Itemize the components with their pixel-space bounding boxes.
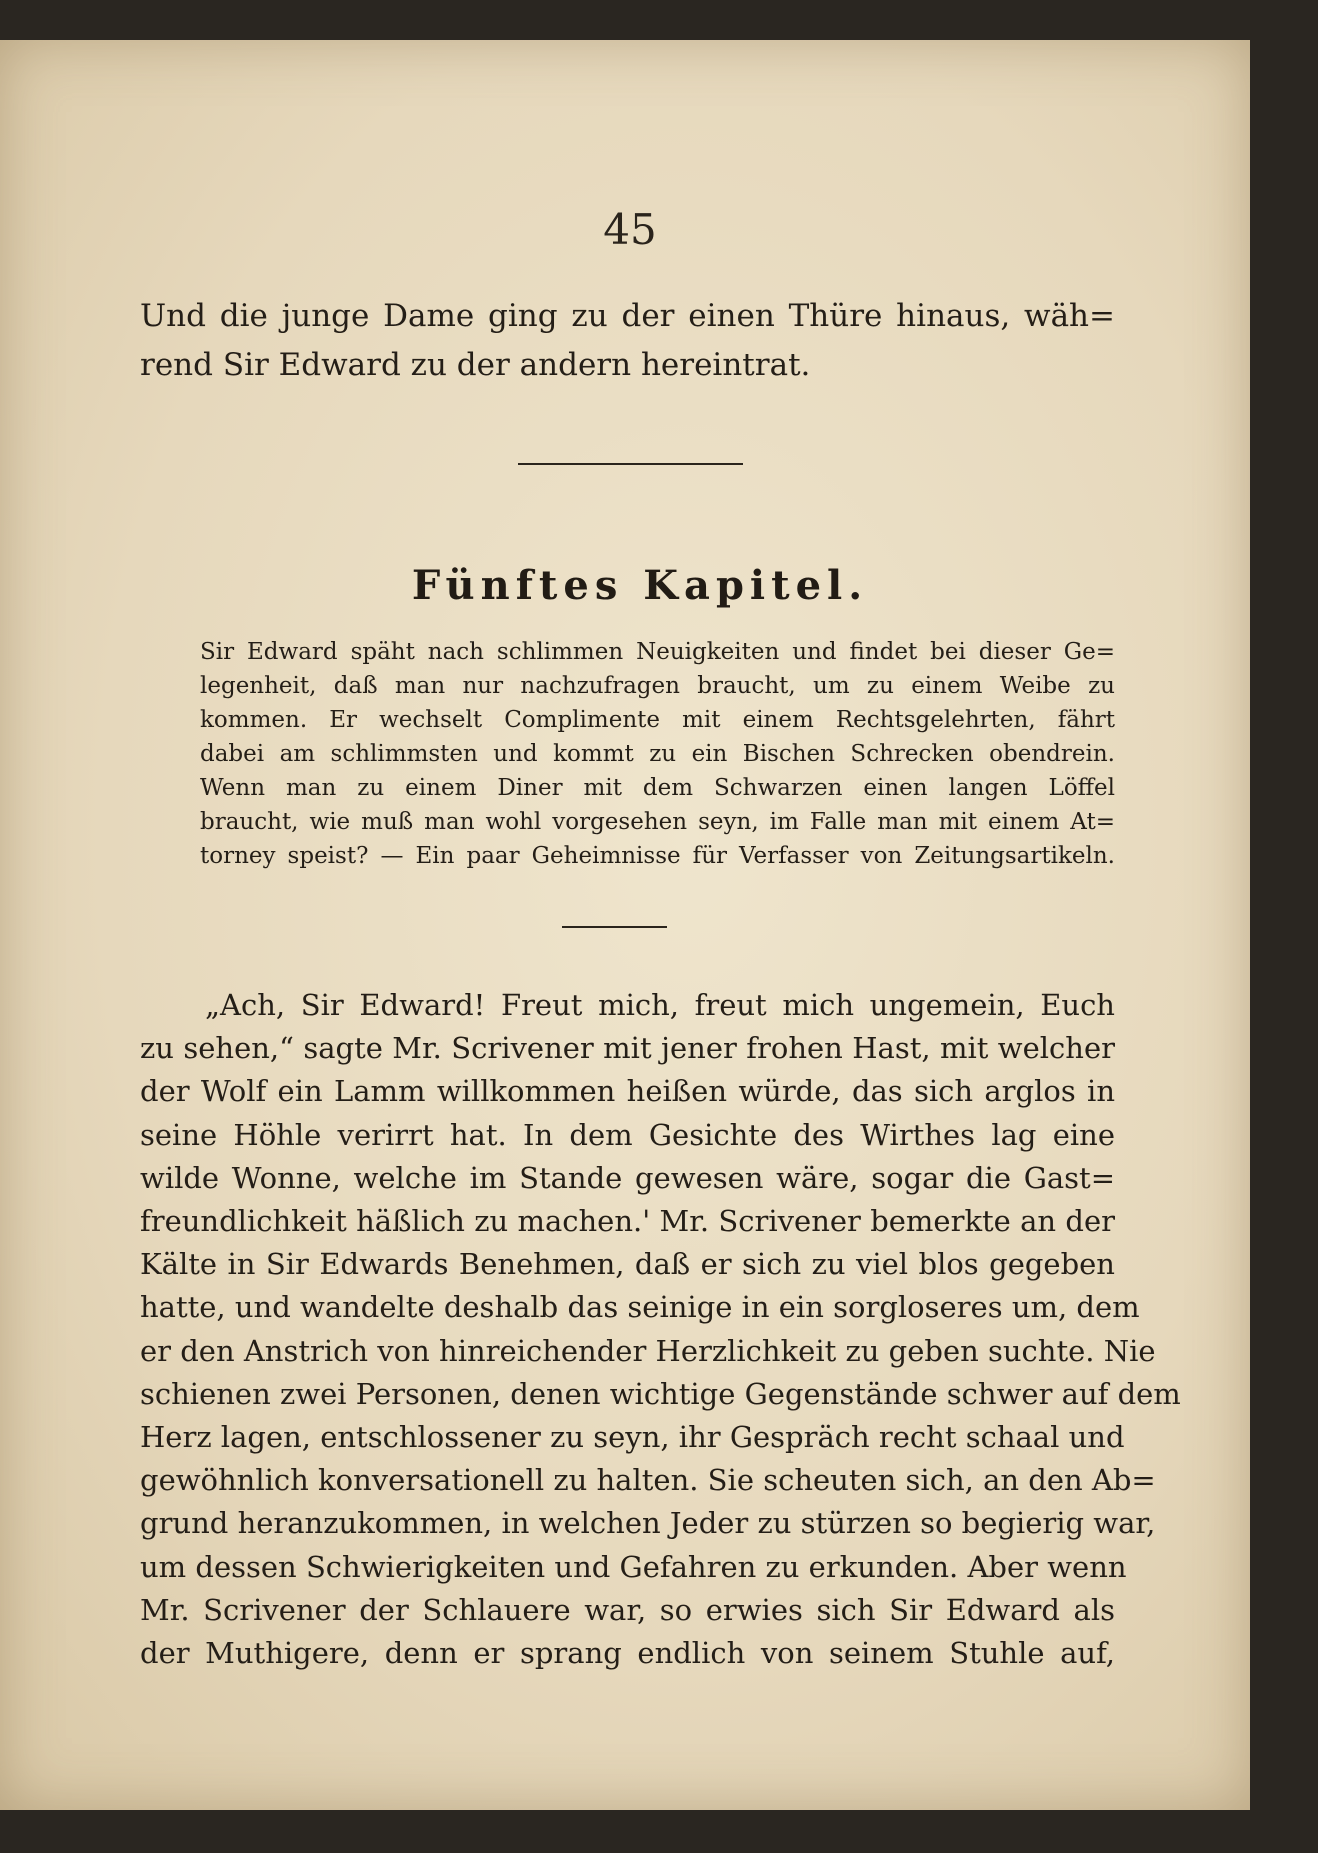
body-line: Mr. Scrivener der Schlauere war, so erwies sich Sir Edward als [140,1592,1115,1627]
summary-line: dabei am schlimmsten und kommt zu ein Bischen Schrecken obendrein. [200,741,1115,767]
summary-divider [562,926,667,928]
body-line: Kälte in Sir Edwards Benehmen, daß er sich zu viel blos gegeben [140,1247,1115,1282]
body-line: der Wolf ein Lamm willkommen heißen würde, das sich arglos in [140,1074,1115,1109]
body-line: wilde Wonne, welche im Stande gewesen wäre, sogar die Gast= [140,1160,1115,1195]
body-line: der Muthigere, denn er sprang endlich von seinem Stuhle auf, [140,1636,1115,1671]
body-line: hatte, und wandelte deshalb das seinige in ein sorgloseres um, dem [140,1290,1140,1325]
chapter-title: Fünftes Kapitel. [411,562,869,609]
summary-line: torney speist? — Ein paar Geheimnisse für Verfasser von Zeitungsartikeln. [200,843,1115,869]
body-line: zu sehen,“ sagte Mr. Scrivener mit jener frohen Hast, mit welcher [140,1031,1115,1066]
body-line: schienen zwei Personen, denen wichtige Gegenstände schwer auf dem [140,1376,1181,1411]
body-line: freundlichkeit häßlich zu machen.' Mr. Scrivener bemerkte an der [140,1204,1115,1239]
summary-line: Wenn man zu einem Diner mit dem Schwarzen einen langen Löffel [200,775,1115,801]
body-line: er den Anstrich von hinreichender Herzlichkeit zu geben suchte. Nie [140,1333,1156,1368]
body-line: grund heranzukommen, in welchen Jeder zu stürzen so begierig war, [140,1506,1156,1541]
book-page [0,40,1250,1810]
text-line: rend Sir Edward zu der andern hereintrat. [140,347,811,383]
body-paragraph [140,984,1181,1675]
body-line: „Ach, Sir Edward! Freut mich, freut mich ungemein, Euch [205,988,1115,1022]
body-line: seine Höhle verirrt hat. In dem Gesichte des Wirthes lag eine [140,1117,1115,1152]
body-line: gewöhnlich konversationell zu halten. Sie scheuten sich, an den Ab= [140,1463,1156,1498]
body-line: Herz lagen, entschlossener zu seyn, ihr Gespräch recht schaal und [140,1420,1125,1455]
summary-line: braucht, wie muß man wohl vorgesehen seyn, im Falle man mit einem At= [200,809,1115,835]
summary-line: kommen. Er wechselt Complimente mit einem Rechtsgelehrten, fährt [200,707,1115,733]
body-line: um dessen Schwierigkeiten und Gefahren zu erkunden. Aber wenn [140,1549,1127,1584]
summary-line: legenheit, daß man nur nachzufragen braucht, um zu einem Weibe zu [200,673,1115,699]
top-paragraph [140,292,1115,390]
section-divider [518,463,743,465]
text-line: Und die junge Dame ging zu der einen Thüre hinaus, wäh= [140,298,1115,334]
summary-line: Sir Edward späht nach schlimmen Neuigkeiten und findet bei dieser Ge= [200,639,1115,665]
page-number: 45 [603,205,657,254]
chapter-summary [200,635,1115,873]
